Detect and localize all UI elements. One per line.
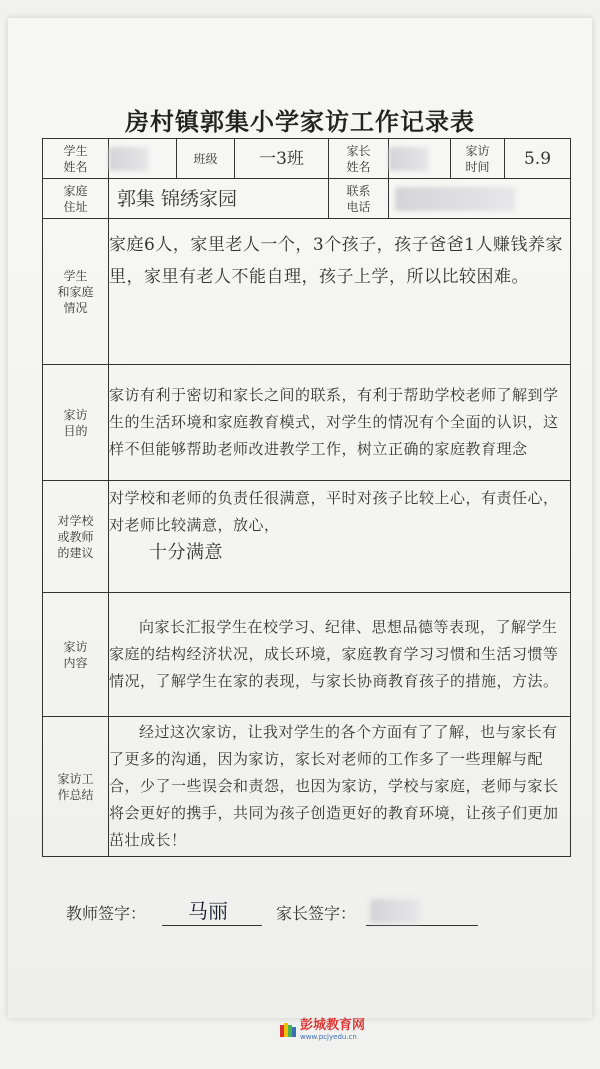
teacher-signature: 马丽 [188,899,228,923]
summary-label: 家访工 作总结 [43,717,109,857]
redacted-student-name [109,147,149,171]
signature-row [66,895,570,931]
parent-name-label: 家长 姓名 [329,139,389,179]
parent-signature-line [366,925,478,926]
row-situation [43,219,571,365]
parent-signature-label: 家长签字： [276,904,357,923]
class-value: 一3班 [235,139,329,179]
redacted-phone [395,187,515,211]
suggestion-cell [109,481,571,593]
situation-text: 家庭6人，家里老人一个，3个孩子，孩子爸爸1人赚钱养家里，家里有老人不能自理，孩子上学，所以比较困难。 [109,219,571,365]
colored-book-icon [280,1022,296,1038]
watermark-name: 彭城教育网 [300,1018,366,1033]
address-value: 郭集 锦绣家园 [109,179,329,219]
phone-label: 联系 电话 [329,179,389,219]
redacted-parent-name [389,147,429,171]
watermark-logo [280,1018,365,1042]
suggestion-label: 对学校 或教师 的建议 [43,481,109,593]
purpose-text: 家访有利于密切和家长之间的联系，有利于帮助学校老师了解到学生的生活环境和家庭教育模式，对学生的情况有个全面的认识，这样不但能够帮助老师改进教学工作，树立正确的家庭教育理念 [109,365,571,481]
watermark-url: www.pcjyedu.cn [300,1033,357,1041]
content-text: 向家长汇报学生在校学习、纪律、思想品德等表现，了解学生家庭的结构经济状况，成长环境，家庭教育学习习惯和生活习惯等情况，了解学生在家的表现，与家长协商教育孩子的措施，方法。 [109,593,571,717]
row-purpose [43,365,571,481]
purpose-label: 家访 目的 [43,365,109,481]
form-title: 房村镇郭集小学家访工作记录表 [125,108,475,136]
class-label: 班级 [177,139,235,179]
parent-name-value [389,139,451,179]
redacted-parent-signature [370,899,420,923]
row-student-info [43,139,571,179]
suggestion-text: 对学校和老师的负责任很满意，平时对孩子比较上心，有责任心，对老师比较满意，放心， [109,489,559,534]
situation-label: 学生 和家庭 情况 [43,219,109,365]
visit-time-value: 5.9 [505,139,571,179]
visit-record-table [42,138,571,857]
student-name-value [109,139,177,179]
visit-time-label: 家访 时间 [451,139,505,179]
row-summary [43,717,571,857]
teacher-signature-line [162,925,262,926]
student-name-label: 学生 姓名 [43,139,109,179]
summary-text: 经过这次家访，让我对学生的各个方面有了了解，也与家长有了更多的沟通，因为家访，家长对老师的工作多了一些理解与配合，少了一些误会和责怨，也因为家访，学校与家庭，老师与家长将会更好的携手，共同为孩子创造更好的教育环境，让孩子们更加茁壮成长！ [109,717,571,857]
row-suggestion [43,481,571,593]
content-label: 家访 内容 [43,593,109,717]
suggestion-text-2: 十分满意 [149,542,223,563]
teacher-signature-label: 教师签字： [66,904,147,923]
row-content [43,593,571,717]
row-address [43,179,571,219]
phone-value [389,179,571,219]
address-label: 家庭 住址 [43,179,109,219]
